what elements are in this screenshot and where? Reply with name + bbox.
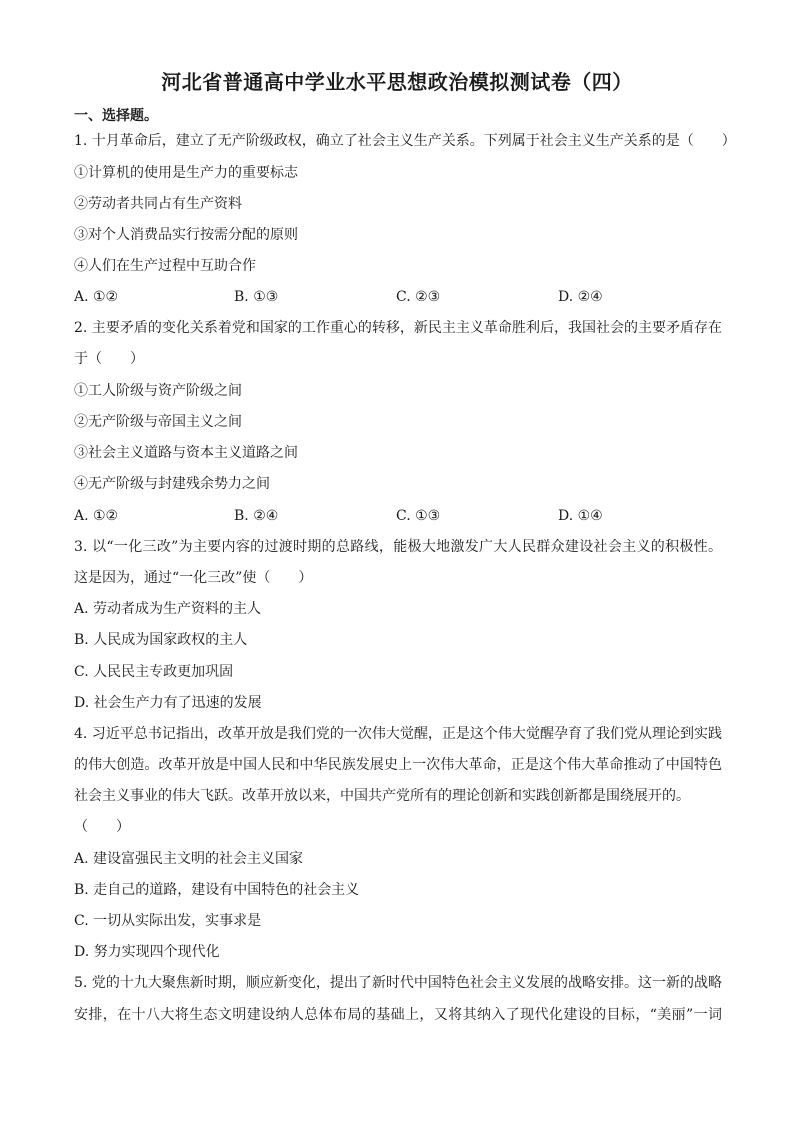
question-2-option-c: C. ①③ — [396, 508, 441, 524]
question-2-option-d: D. ①④ — [558, 508, 603, 524]
question-3-stem-line-1: 3. 以“一化三改”为主要内容的过渡时期的总路线，能极大地激发广大人民群众建设社会主义的积极性。 — [74, 539, 722, 555]
question-2-option-b: B. ②④ — [234, 508, 279, 524]
question-4-stem-line-1: 4. 习近平总书记指出，改革开放是我们党的一次伟大觉醒，正是这个伟大觉醒孕育了我们党从理论到实践 — [74, 726, 722, 742]
question-4-option-b: B. 走自己的道路，建设有中国特色的社会主义 — [74, 882, 360, 898]
question-4-stem-line-4: （ ） — [74, 819, 130, 835]
question-2-stem-line-1: 2. 主要矛盾的变化关系着党和国家的工作重心的转移，新民主主义革命胜利后，我国社会的主要矛盾存在 — [74, 320, 722, 336]
question-4-stem-line-2: 的伟大创造。改革开放是中国人民和中华民族发展史上一次伟大革命，正是这个伟大革命推动了中国特色 — [74, 757, 722, 773]
question-2-item-2: ②无产阶级与帝国主义之间 — [74, 414, 242, 430]
question-1-option-c: C. ②③ — [396, 289, 441, 305]
question-2-item-4: ④无产阶级与封建残余势力之间 — [74, 476, 270, 492]
question-3-stem-line-2: 这是因为，通过“一化三改”使（ ） — [74, 570, 313, 586]
question-5-stem-line-1: 5. 党的十九大聚焦新时期，顺应新变化，提出了新时代中国特色社会主义发展的战略安排。这一新的战略 — [74, 975, 722, 991]
question-1-option-d: D. ②④ — [558, 289, 603, 305]
question-1-item-1: ①计算机的使用是生产力的重要标志 — [74, 165, 298, 181]
question-2-stem-line-2: 于（ ） — [74, 351, 144, 367]
question-2-item-1: ①工人阶级与资产阶级之间 — [74, 383, 242, 399]
question-4-option-d: D. 努力实现四个现代化 — [74, 944, 220, 960]
question-1-option-b: B. ①③ — [234, 289, 279, 305]
question-1-item-3: ③对个人消费品实行按需分配的原则 — [74, 227, 298, 243]
question-2-item-3: ③社会主义道路与资本主义道路之间 — [74, 445, 298, 461]
question-1-item-2: ②劳动者共同占有生产资料 — [74, 196, 242, 212]
question-2-option-a: A. ①② — [74, 508, 119, 524]
question-4-option-c: C. 一切从实际出发，实事求是 — [74, 913, 262, 929]
question-3-option-b: B. 人民成为国家政权的主人 — [74, 632, 248, 648]
section-heading: 一、选择题。 — [74, 108, 158, 124]
question-5-stem-line-2: 安排，在十八大将生态文明建设纳人总体布局的基础上，又将其纳入了现代化建设的目标，“美丽”一词 — [74, 1007, 722, 1023]
question-1-stem: 1. 十月革命后，建立了无产阶级政权，确立了社会主义生产关系。下列属于社会主义生产关系的是（ ） — [74, 133, 736, 149]
question-4-option-a: A. 建设富强民主文明的社会主义国家 — [74, 851, 304, 867]
page-title: 河北省普通高中学业水平思想政治模拟测试卷（四） — [161, 70, 633, 94]
question-4-stem-line-3: 社会主义事业的伟大飞跃。改革开放以来，中国共产党所有的理论创新和实践创新都是围绕展开的。 — [74, 788, 690, 804]
question-1-item-4: ④人们在生产过程中互助合作 — [74, 258, 256, 274]
question-1-option-a: A. ①② — [74, 289, 119, 305]
question-3-option-a: A. 劳动者成为生产资料的主人 — [74, 601, 262, 617]
question-3-option-c: C. 人民民主专政更加巩固 — [74, 664, 234, 680]
question-3-option-d: D. 社会生产力有了迅速的发展 — [74, 695, 262, 711]
